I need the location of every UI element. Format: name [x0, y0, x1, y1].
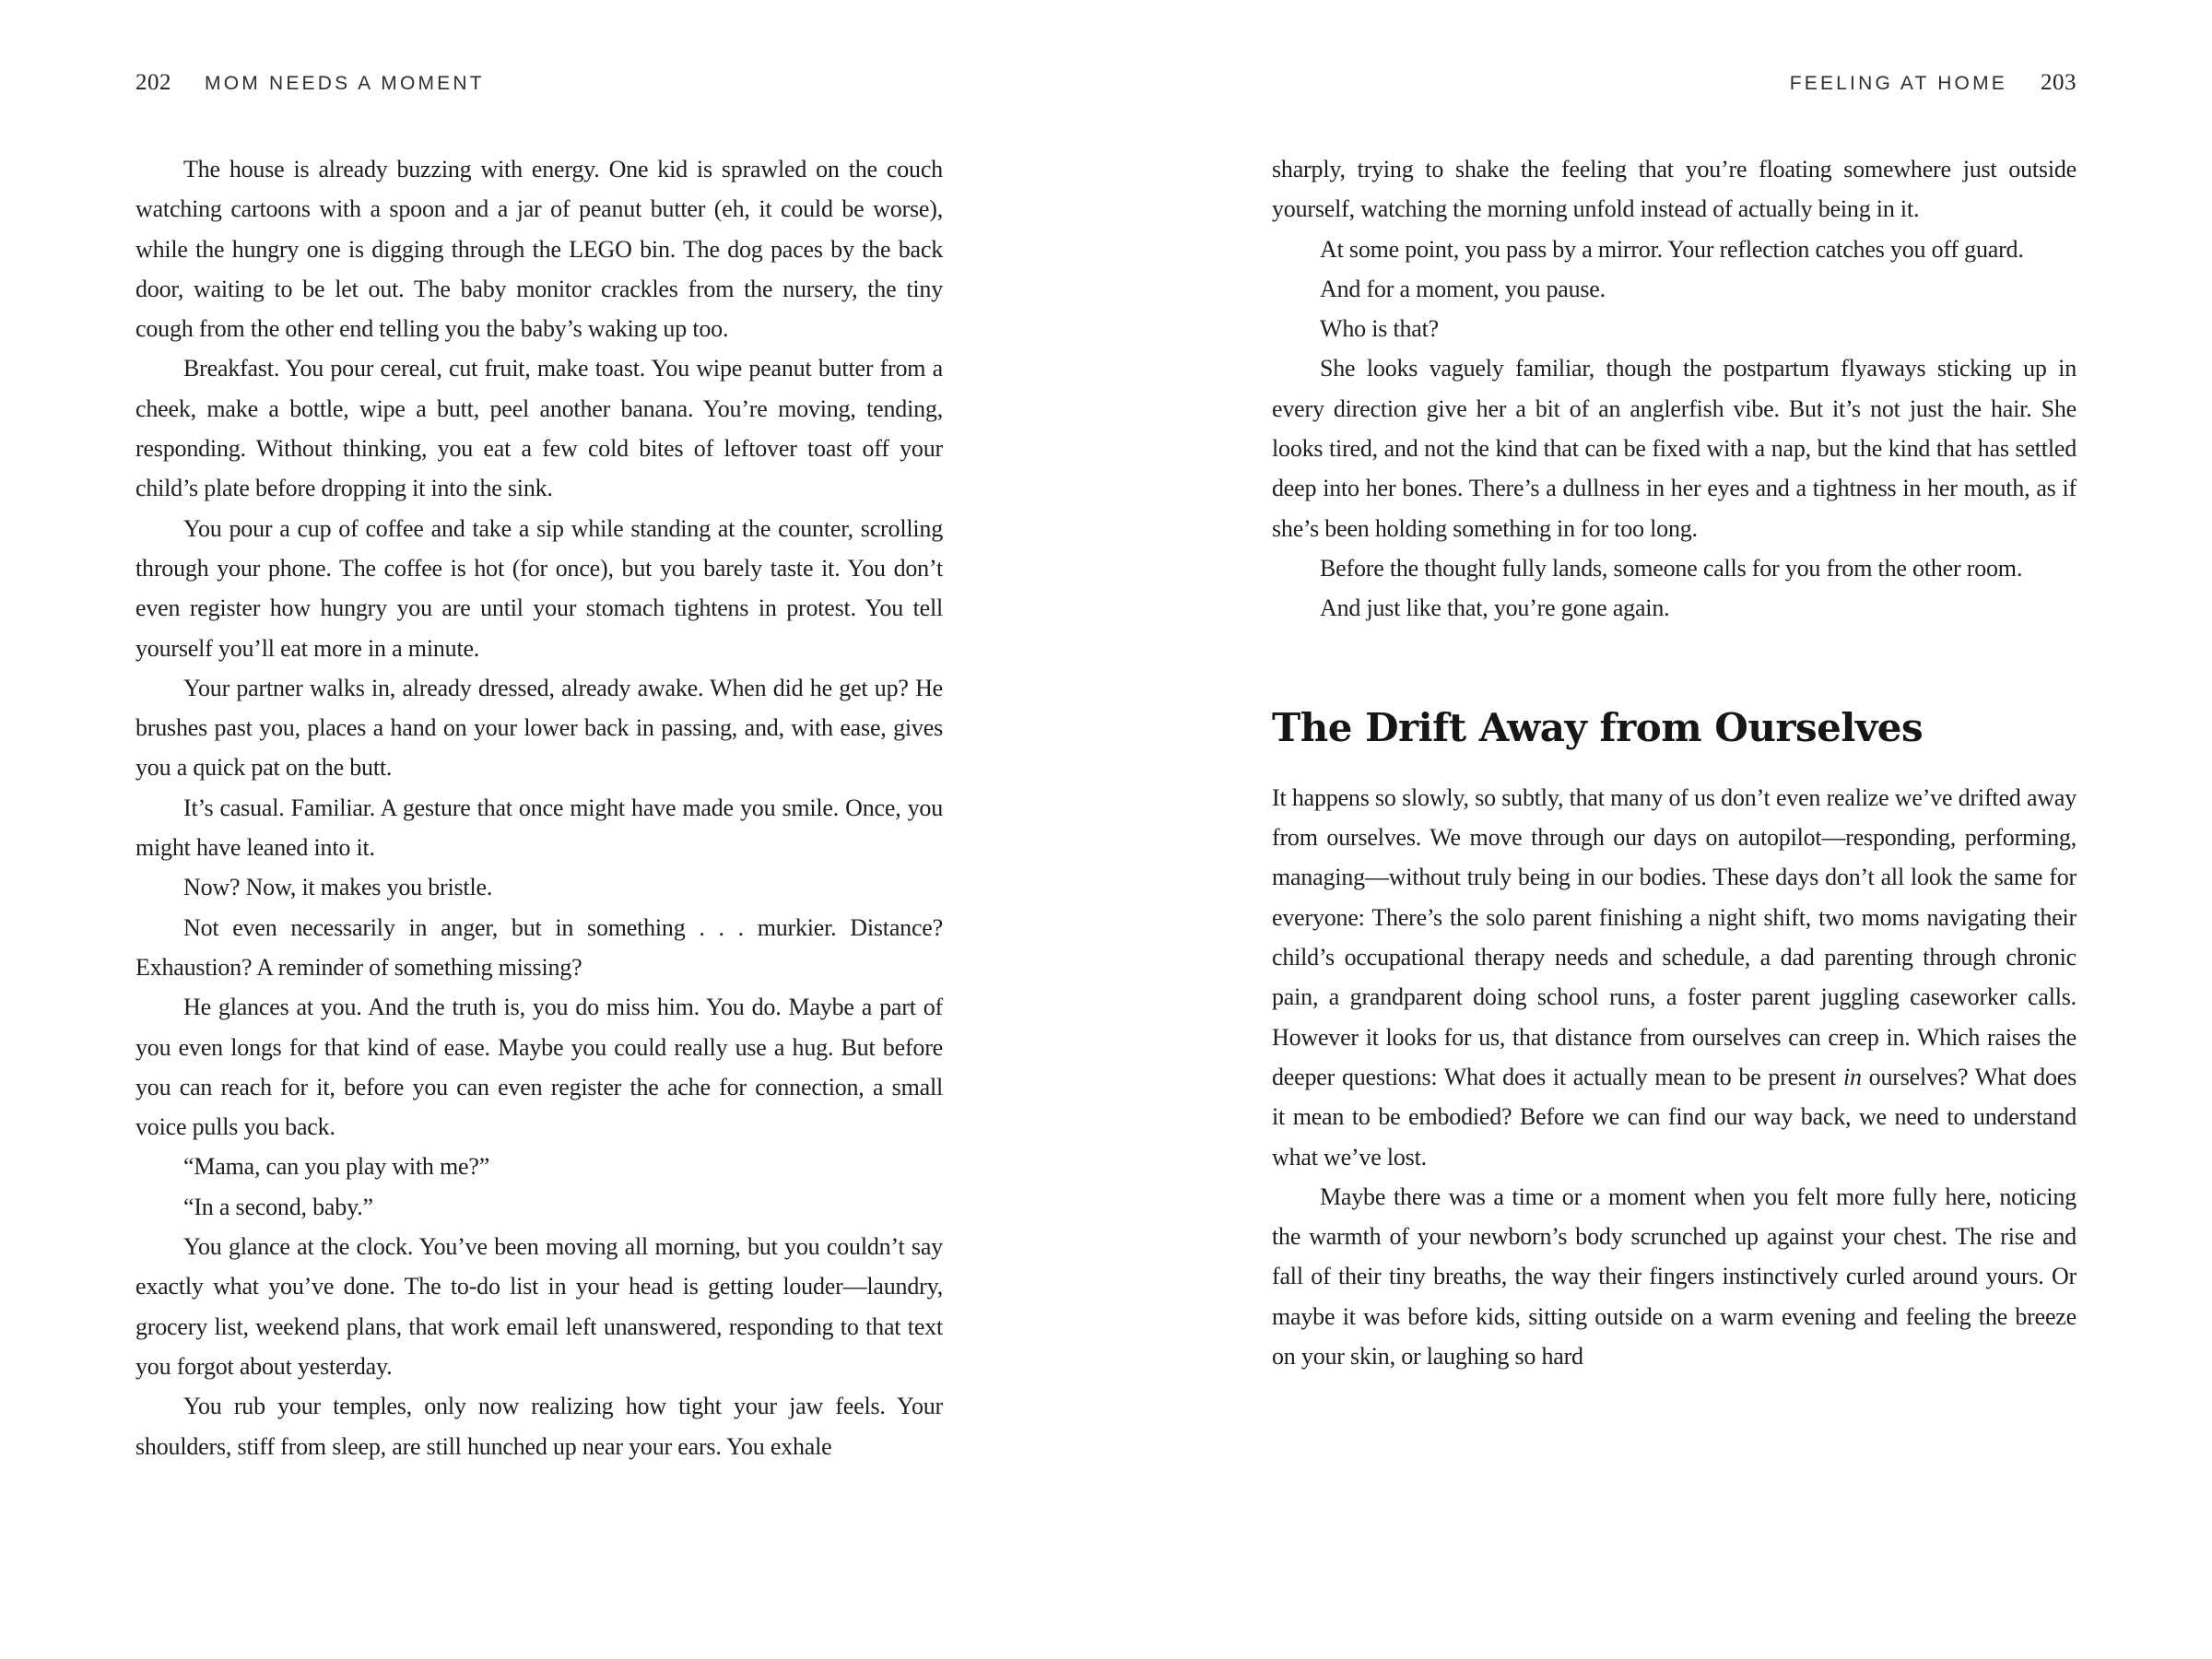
running-head-right: FEELING AT HOME — [1789, 73, 2007, 94]
paragraph — [1272, 778, 2077, 1177]
page-body-left — [135, 149, 943, 1466]
paragraph — [1272, 348, 2077, 547]
paragraph — [135, 1386, 943, 1466]
paragraph — [1272, 588, 2077, 628]
text-run: “In a second, baby.” — [183, 1193, 373, 1220]
text-run: The house is already buzzing with energy. One kid is sprawled on the couch watching cartoons with a spoon and a jar of peanut butter (eh, it could be worse), while the hungry one is digging through the LEGO bin. The dog paces by the back door, waiting to be let out. The baby monitor crackles from the nursery, the tiny cough from the other end telling you the baby’s waking up too. — [135, 156, 943, 343]
paragraph — [135, 348, 943, 508]
paragraph — [135, 1147, 943, 1186]
paragraph — [1272, 1177, 2077, 1376]
text-run: sharply, trying to shake the feeling that you’re floating somewhere just outside yourself, watching the morning unfold instead of actually being in it. — [1272, 156, 2077, 223]
text-run: Before the thought fully lands, someone calls for you from the other room. — [1320, 554, 2023, 582]
text-run: You rub your temples, only now realizing how tight your jaw feels. Your shoulders, stiff from sleep, are still hunched up near your ears. You exhale — [135, 1393, 943, 1460]
text-run: Breakfast. You pour cereal, cut fruit, make toast. You wipe peanut butter from a cheek, make a bottle, wipe a butt, peel another banana. You’re moving, tending, responding. Without thinking, you eat a few cold bites of leftover toast off your child’s plate before dropping it into the sink. — [135, 355, 943, 502]
text-run: Who is that? — [1320, 315, 1440, 343]
paragraph — [135, 908, 943, 988]
paragraph — [135, 1227, 943, 1386]
section-heading: The Drift Away from Ourselves — [1272, 704, 1924, 750]
text-run: And just like that, you’re gone again. — [1320, 594, 1670, 622]
text-run: You pour a cup of coffee and take a sip while standing at the counter, scrolling through your phone. The coffee is hot (for once), but you barely taste it. You don’t even register how hungry you are until your stomach tightens in protest. You tell yourself you’ll eat more in a minute. — [135, 514, 943, 662]
page-right — [1106, 0, 2212, 1659]
text-run: ourselves? What does it mean to be embodied? Before we can find our way back, we need to understand what we’ve lost. — [1272, 1063, 2077, 1171]
paragraph — [1272, 229, 2077, 269]
paragraph — [135, 788, 943, 868]
text-run: And for a moment, you pause. — [1320, 275, 1606, 302]
text-run: She looks vaguely familiar, though the postpartum flyaways sticking up in every direction give her a bit of an anglerfish vibe. But it’s not just the hair. She looks tired, and not the kind that can be fixed with a nap, but the kind that has settled deep into her bones. There’s a dullness in her eyes and a tightness in her mouth, as if she’s been holding something in for too long. — [1272, 355, 2077, 542]
text-run: It happens so slowly, so subtly, that many of us don’t even realize we’ve drifted away from ourselves. We move through our days on autopilot—responding, performing, managing—without truly being in our bodies. These days don’t all look the same for everyone: There’s the solo parent finishing a night shift, two moms navigating their child’s occupational therapy needs and schedule, a dad parenting through chronic pain, a grandparent doing school runs, a foster parent juggling caseworker calls. However it looks for us, that distance from ourselves can creep in. Which raises the deeper questions: What does it actually mean to be present — [1272, 783, 2077, 1090]
text-run: He glances at you. And the truth is, you do miss him. You do. Maybe a part of you even longs for that kind of ease. Maybe you could really use a hug. But before you can reach for it, before you can even register the ache for connection, a small voice pulls you back. — [135, 994, 943, 1141]
paragraph — [135, 668, 943, 788]
paragraph — [1272, 309, 2077, 348]
paragraph — [135, 987, 943, 1147]
text-run: You glance at the clock. You’ve been moving all morning, but you couldn’t say exactly what you’ve done. The to-do list in your head is getting louder—laundry, grocery list, weekend plans, that work email left unanswered, responding to that text you forgot about yesterday. — [135, 1233, 943, 1380]
paragraph — [1272, 149, 2077, 229]
text-run: Maybe there was a time or a moment when you felt more fully here, noticing the warmth of your newborn’s body scrunched up against your chest. The rise and fall of their tiny breaths, the way their fingers instinctively curled around yours. Or maybe it was before kids, sitting outside on a warm evening and feeling the breeze on your skin, or laughing so hard — [1272, 1182, 2077, 1371]
paragraph — [1272, 269, 2077, 309]
paragraph — [135, 149, 943, 348]
text-run: “Mama, can you play with me?” — [183, 1153, 490, 1181]
italic-text: in — [1842, 1063, 1862, 1090]
running-head-left: MOM NEEDS A MOMENT — [205, 73, 485, 94]
text-run: Your partner walks in, already dressed, already awake. When did he get up? He brushes past you, places a hand on your lower back in passing, and, with ease, gives you a quick pat on the butt. — [135, 674, 943, 782]
paragraph — [135, 509, 943, 668]
text-run: Not even necessarily in anger, but in something . . . murkier. Distance? Exhaustion? A reminder of something missing? — [135, 913, 943, 981]
running-header-left — [135, 70, 485, 96]
paragraph — [135, 867, 943, 907]
text-run: Now? Now, it makes you bristle. — [183, 874, 493, 901]
page-number-left: 202 — [135, 70, 171, 95]
text-run: At some point, you pass by a mirror. Your reflection catches you off guard. — [1320, 235, 2024, 263]
page-body-right — [1272, 149, 2077, 1376]
text-run: It’s casual. Familiar. A gesture that once might have made you smile. Once, you might have leaned into it. — [135, 794, 943, 862]
paragraph — [135, 1187, 943, 1227]
running-header-right — [1790, 70, 2077, 96]
paragraph — [1272, 548, 2077, 588]
page-number-right: 203 — [2041, 70, 2077, 95]
